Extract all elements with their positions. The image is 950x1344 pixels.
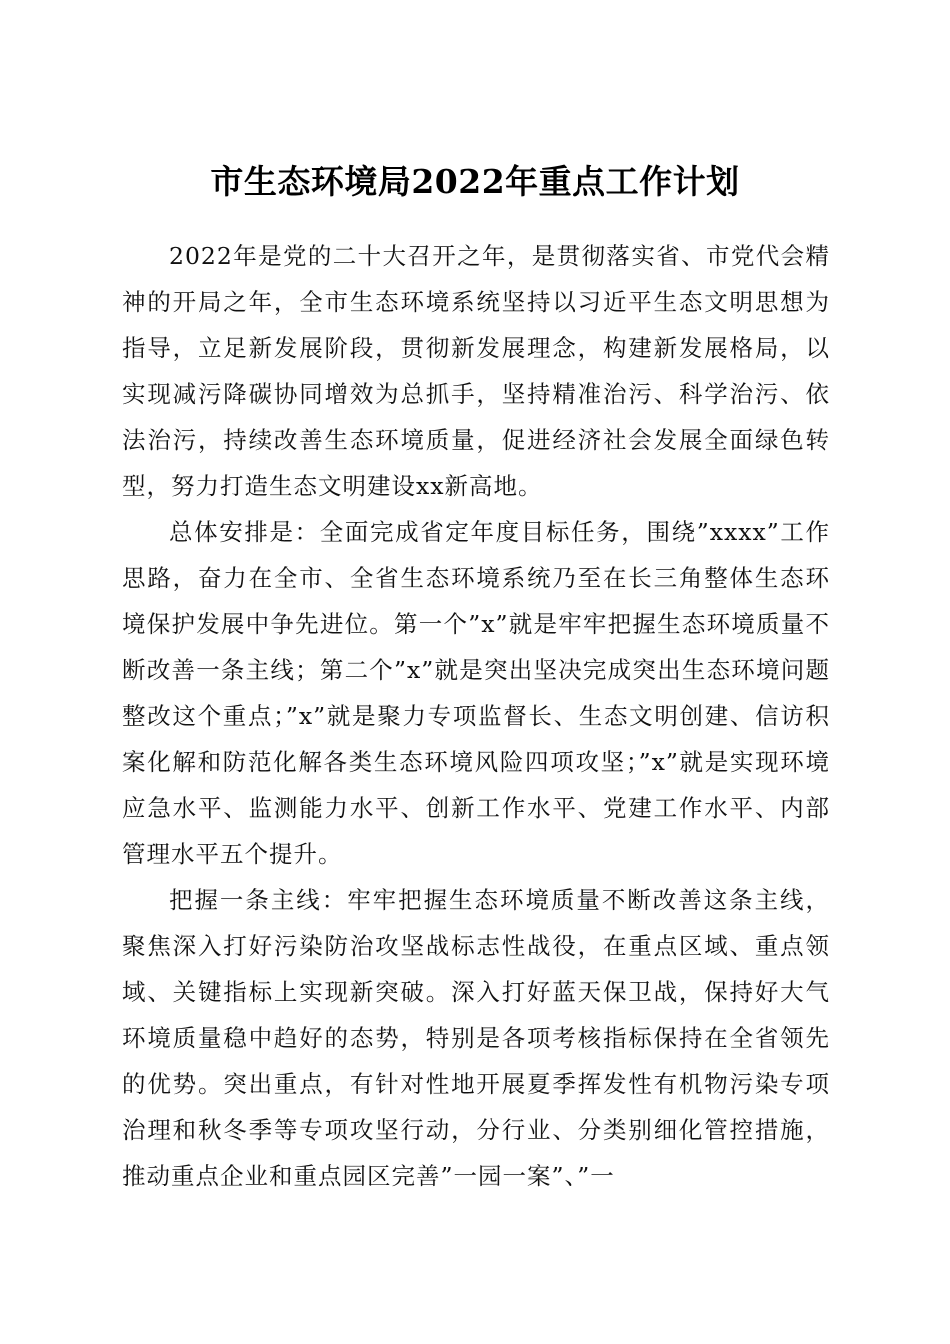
- document-title: 市生态环境局2022年重点工作计划: [210, 162, 740, 202]
- document-body: [122, 233, 830, 1199]
- paragraph: 2022年是党的二十大召开之年，是贯彻落实省、市党代会精神的开局之年，全市生态环境系统坚持以习近平生态文明思想为指导，立足新发展阶段，贯彻新发展理念，构建新发展格局，以实现减污降碳协同增效为总抓手，坚持精准治污、科学治污、依法治污，持续改善生态环境质量，促进经济社会发展全面绿色转型，努力打造生态文明建设xx新高地。: [122, 242, 830, 500]
- paragraph: 总体安排是：全面完成省定年度目标任务，围绕”xxxx”工作思路，奋力在全市、全省生态环境系统乃至在长三角整体生态环境保护发展中争先进位。第一个”x”就是牢牢把握生态环境质量不断改善一条主线；第二个”x”就是突出坚决完成突出生态环境问题整改这个重点；”x”就是聚力专项监督长、生态文明创建、信访积案化解和防范化解各类生态环境风险四项攻坚；”x”就是实现环境应急水平、监测能力水平、创新工作水平、党建工作水平、内部管理水平五个提升。: [122, 518, 830, 868]
- paragraph: 把握一条主线：牢牢把握生态环境质量不断改善这条主线，聚焦深入打好污染防治攻坚战标志性战役，在重点区域、重点领域、关键指标上实现新突破。深入打好蓝天保卫战，保持好大气环境质量稳中趋好的态势，特别是各项考核指标保持在全省领先的优势。突出重点，有针对性地开展夏季挥发性有机物污染专项治理和秋冬季等专项攻坚行动，分行业、分类别细化管控措施，推动重点企业和重点园区完善”一园一案”、”一: [122, 886, 830, 1190]
